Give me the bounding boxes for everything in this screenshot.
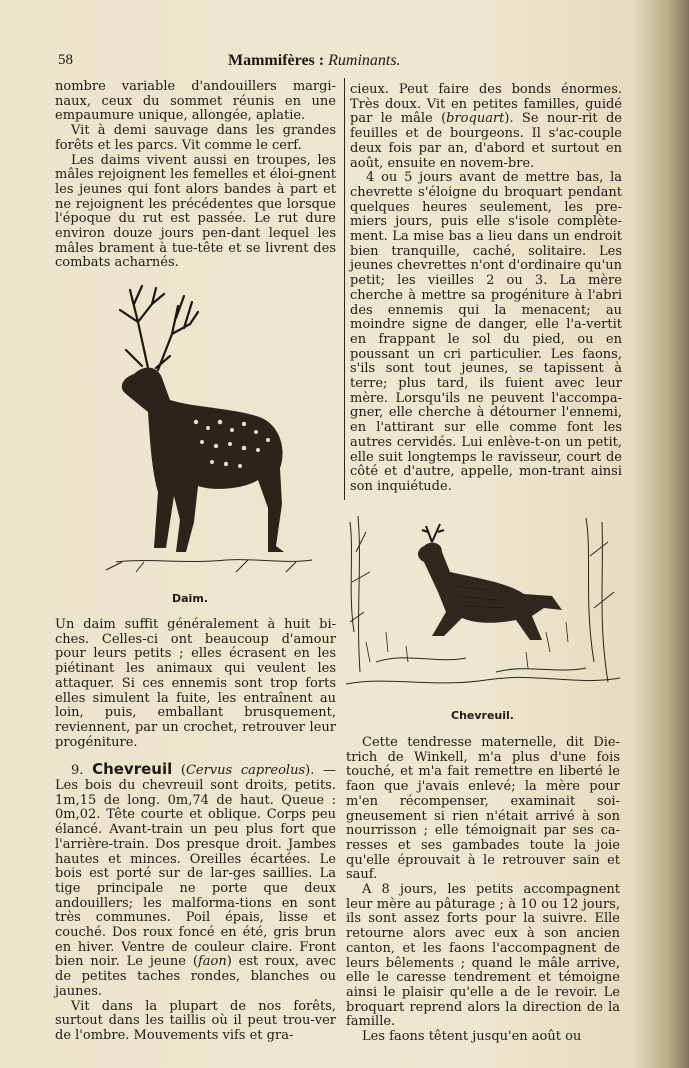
faon-term: faon [197, 954, 227, 970]
latin-name: Cervus capreolus [185, 763, 306, 779]
paragraph: Vit dans la plupart de nos forêts, surtout dans les taillis où il peut trou-ver de l'ombre. Mouvements vifs et gra- [55, 998, 336, 1043]
daim-caption: Daim. [172, 592, 208, 605]
paragraph: Vit à demi sauvage dans les grandes forêts et les parcs. Vit comme le cerf. [55, 123, 336, 153]
chevreuil-entry: 9. Chevreuil (Cervus capreolus). — Les bois du chevreuil sont droits, petits. 1m,15 de long. 0m,74 de haut. Queue : 0m,02. Tête courte et oblique. Corps peu élancé. Avant-train un peu plus fort que l'arrière-train. Dos presque droit. Jambes hautes et minces. Oreilles écartées. Le bois est porté sur de lar-ges saillies. La tige principale ne porte que deux andouillers; les malforma-tions en sont très communes. Poil épais, lisse et couché. Dos roux foncé en été, gris brun en hiver. Ventre de couleur claire. Front bien noir. Le jeune (faon) est roux, avec de petites taches rondes, blanches ou jaunes. [55, 760, 336, 999]
right-column-bottom [346, 736, 620, 1045]
chevreuil-illustration [346, 512, 620, 698]
species-name: Chevreuil [92, 760, 173, 779]
paragraph: A 8 jours, les petits accompagnent leur mère au pâturage ; à 10 ou 12 jours, ils sont assez forts pour la suivre. Elle retourne alors avec eux à son ancien canton, et les faons l'accompagnent de leurs bêlements ; quand le mâle arrive, elle le caresse tendrement et témoigne ainsi le plaisir qu'elle a de le revoir. Le broquart reprend alors la direction de la famille. [346, 882, 620, 1030]
entry-text: ). — Les bois du chevreuil sont droits, petits. 1m,15 de long. 0m,74 de haut. Queue : 0m,02. Tête courte et oblique. Corps peu élancé. Avant-train un peu plus fort que l'arrière-train. Dos presque droit. Jambes hautes et minces. Oreilles écartées. Le bois est porté sur de lar-ges saillies. La tige principale ne porte que deux andouillers; les malforma-tions en sont très communes. Poil épais, lisse et couché. Dos roux foncé en été, gris brun en hiver. Ventre de couleur claire. Front bien noir. Le jeune ( [55, 763, 336, 970]
paragraph: Cette tendresse maternelle, dit Die-trich de Winkell, m'a plus d'une fois touché, et m'a fait remettre en liberté le faon que j'avais enlevé; la mère pour m'en récompenser, examinait soi-gneusement si rien n'était arrivé à son nourrisson ; elle témoignait par ses ca-resses et ses gambades toute la joie qu'elle éprouvait à le retrouver sain et sauf. [346, 735, 620, 883]
page-number: 58 [58, 52, 73, 68]
paragraph: nombre variable d'andouillers margi-naux, ceux du sommet réunis en une empaumure unique, allongée, aplatie. [55, 79, 336, 124]
daim-illustration [86, 282, 326, 582]
running-header [58, 52, 628, 74]
paragraph: 4 ou 5 jours avant de mettre bas, la chevrette s'éloigne du broquart pendant quelques heures seulement, les pre-miers jours, puis elle s'isole complète-ment. La mise bas a lieu dans un endroit bien tranquille, caché, solitaire. Les jeunes chevrettes n'ont d'ordinaire qu'un petit; les vieilles 2 ou 3. La mère cherche à mettre sa progéniture à l'abri des ennemis qui la menacent; au moindre signe de danger, elle l'a-vertit en frappant le sol du pied, ou en poussant un cri particulier. Les faons, s'ils sont tout jeunes, se tapissent à terre; plus tard, ils fuient avec leur mère. Lorsqu'ils ne peuvent l'accompa-gner, elle cherche à détourner l'ennemi, en l'attirant sur elle comme font les autres cervidés. Lui enlève-t-on un petit, elle suit longtemps le ravisseur, court de côté et d'autre, appelle, mon-trant ainsi son inquiétude. [350, 170, 622, 494]
chapter-title-main: Mammifères : [228, 52, 325, 69]
entry-text-end: ) est roux, avec de petites taches rondes, blanches ou jaunes. [55, 954, 336, 999]
left-column-bottom [55, 618, 336, 1044]
broquart-term: broquart [446, 111, 505, 127]
chevreuil-caption: Chevreuil. [451, 709, 514, 722]
paragraph: Un daim suffit généralement à huit bi-ches. Celles-ci ont beaucoup d'amour pour leurs petits ; elles écrasent en les piétinant les animaux qui veulent les attaquer. Si ces ennemis sont trop forts elles simulent la fuite, les entraînent au loin, puis, emballant brusquement, reviennent, par un crochet, retrouver leur progéniture. [55, 617, 336, 750]
text-span: cieux. Peut faire des bonds énormes. Très doux. Vit en petites familles, guidé par le mâle ( [350, 82, 622, 127]
paragraph: Les faons têtent jusqu'en août ou [362, 1029, 582, 1045]
section-number: 9. [71, 763, 84, 779]
chapter-subtitle: Ruminants. [328, 52, 401, 69]
chapter-title [228, 52, 401, 70]
text-span: ). Se nour-rit de feuilles et de bourgeons. Il s'ac-couple deux fois par an, d'abord et surtout en août, ensuite en novem-bre. [350, 111, 622, 171]
left-column-top [55, 80, 336, 271]
right-column-top [350, 83, 622, 495]
paragraph: Les daims vivent aussi en troupes, les mâles rejoignent les femelles et éloi-gnent les jeunes qui font alors bandes à part et ne rejoignent les précédentes que lorsque l'époque du rut est passée. Le rut dure environ douze jours pen-dant lequel les mâles brament à tue-tête et se livrent des combats acharnés. [55, 152, 336, 271]
column-divider [344, 78, 345, 500]
paragraph [350, 83, 622, 171]
